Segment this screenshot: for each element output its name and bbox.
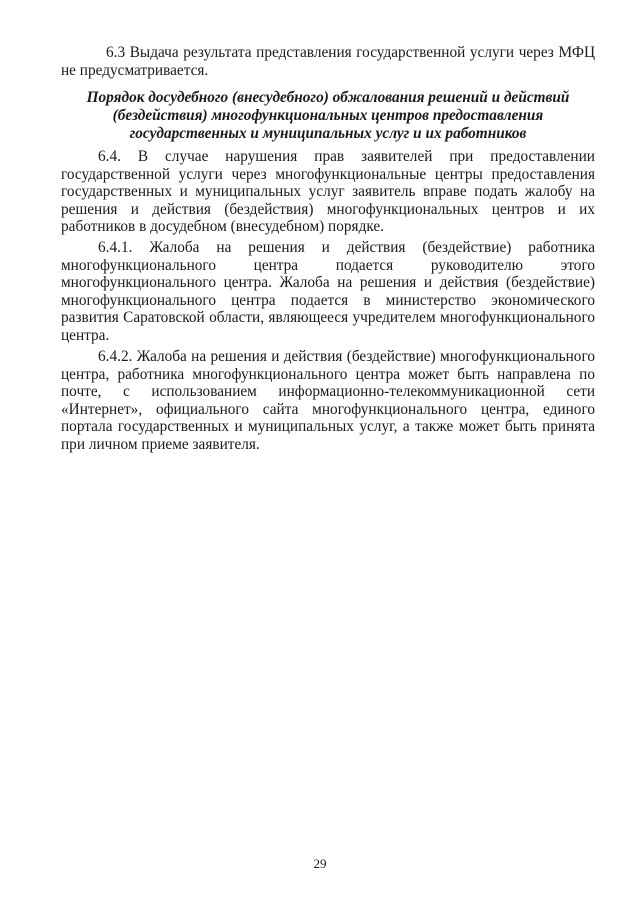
paragraph-6-4-block xyxy=(61,148,595,236)
heading-line: Порядок досудебного (внесудебного) обжалования решений и действий xyxy=(86,89,570,106)
paragraph-6-4-2: 6.4.2. Жалоба на решения и действия (бездействие) многофункционального центра, работника многофункционального центра может быть направлена по почте, с использованием информационно-телекоммуникационной сети «Интернет», официального сайта многофункционального центра, единого портала государственных и муниципальных услуг, а также может быть принята при личном приеме заявителя. xyxy=(61,348,595,453)
heading-line: государственных и муниципальных услуг и их работников xyxy=(129,125,527,142)
section-heading xyxy=(61,89,595,143)
intro-paragraph: 6.3 Выдача результата представления государственной услуги через МФЦ не предусматривается. xyxy=(61,44,595,79)
intro-section xyxy=(61,44,595,79)
paragraph-6-4: 6.4. В случае нарушения прав заявителей при предоставлении государственной услуги через многофункциональные центры предоставления государственных и муниципальных услуг заявитель вправе подать жалобу на решения и действия (бездействия) многофункциональных центров и их работников в досудебном (внесудебном) порядке. xyxy=(61,148,595,236)
paragraph-6-4-1-block xyxy=(61,239,595,345)
paragraph-6-4-1: 6.4.1. Жалоба на решения и действия (бездействие) работника многофункционального центра подается руководителю этого многофункционального центра. Жалоба на решения и действия (бездействие) многофункционального центра подается в министерство экономического развития Саратовской области, являющееся учредителем многофункционального центра. xyxy=(61,239,595,344)
page-number: 29 xyxy=(313,856,327,871)
heading-line: (бездействия) многофункциональных центров предоставления xyxy=(112,107,544,124)
paragraph-6-4-2-block xyxy=(61,348,595,454)
